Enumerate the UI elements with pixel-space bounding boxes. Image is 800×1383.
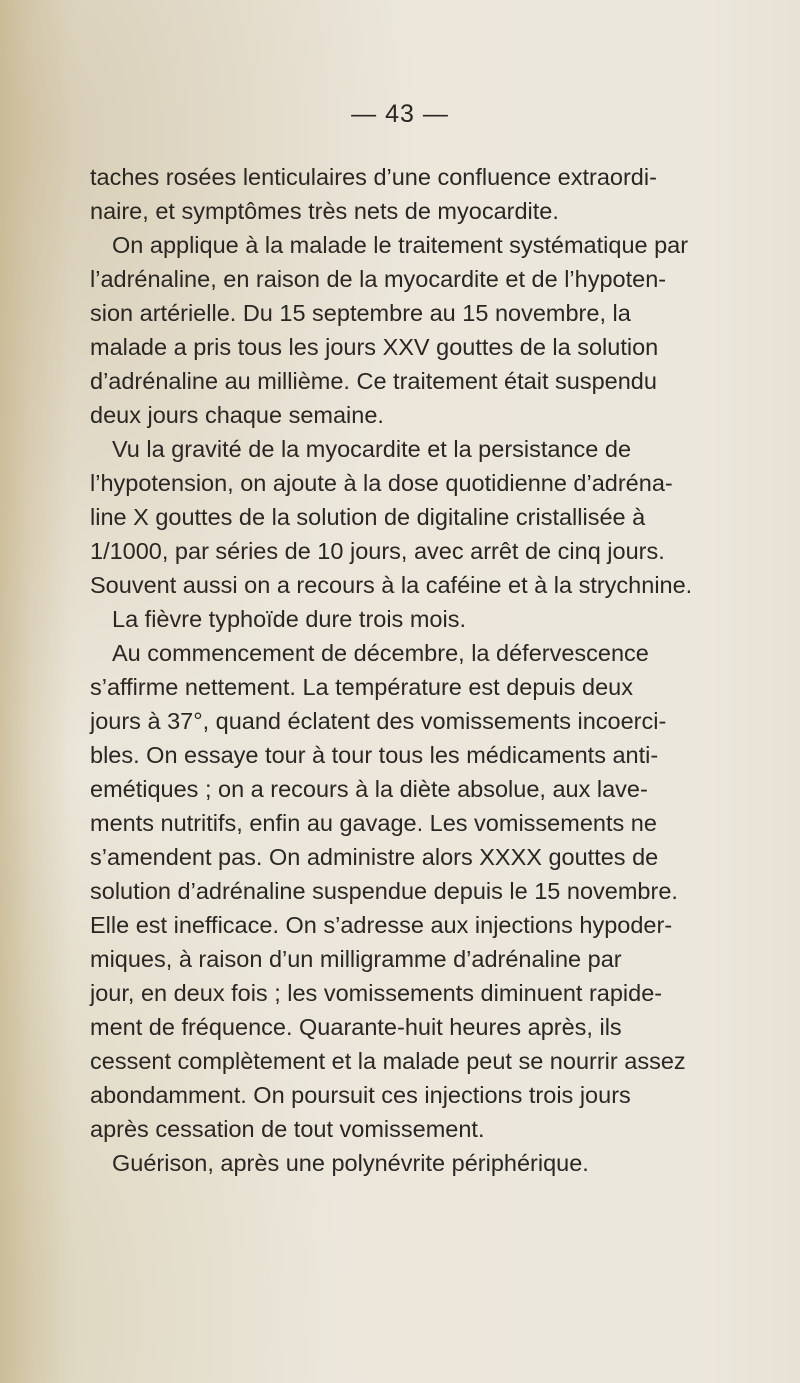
text-line: miques, à raison d’un milligramme d’adrénaline par (90, 946, 622, 972)
text-line: après cessation de tout vomissement. (90, 1116, 485, 1142)
text-line: s’affirme nettement. La température est depuis deux (90, 674, 633, 700)
text-line: line X gouttes de la solution de digitaline cristallisée à (90, 504, 646, 530)
text-line: ments nutritifs, enfin au gavage. Les vomissements ne (90, 810, 657, 836)
text-line: deux jours chaque semaine. (90, 402, 384, 428)
text-line: l’adrénaline, en raison de la myocardite et de l’hypoten- (90, 266, 667, 292)
text-line: Au commencement de décembre, la défervescence (112, 640, 649, 666)
text-line: Elle est inefficace. On s’adresse aux injections hypoder- (90, 912, 673, 938)
text-line: Guérison, après une polynévrite périphérique. (112, 1150, 589, 1176)
text-line: malade a pris tous les jours XXV gouttes de la solution (90, 334, 659, 360)
text-line: ment de fréquence. Quarante-huit heures après, ils (90, 1014, 622, 1040)
text-line: La fièvre typhoïde dure trois mois. (112, 606, 466, 632)
text-line: l’hypotension, on ajoute à la dose quotidienne d’adréna- (90, 470, 673, 496)
text-line: taches rosées lenticulaires d’une confluence extraordi- (90, 164, 657, 190)
text-line: abondamment. On poursuit ces injections trois jours (90, 1082, 631, 1108)
text-line: Souvent aussi on a recours à la caféine et à la strychnine. (90, 572, 693, 598)
text-line: cessent complètement et la malade peut se nourrir assez (90, 1048, 686, 1074)
text-line: bles. On essaye tour à tour tous les médicaments anti- (90, 742, 659, 768)
text-line: 1/1000, par séries de 10 jours, avec arrêt de cinq jours. (90, 538, 665, 564)
text-line: jours à 37°, quand éclatent des vomissements incoerci- (90, 708, 667, 734)
text-line: Vu la gravité de la myocardite et la persistance de (112, 436, 632, 462)
text-line: jour, en deux fois ; les vomissements diminuent rapide- (90, 980, 663, 1006)
text-line: On applique à la malade le traitement systématique par (112, 232, 689, 258)
text-line: s’amendent pas. On administre alors XXXX gouttes de (90, 844, 659, 870)
text-line: sion artérielle. Du 15 septembre au 15 novembre, la (90, 300, 631, 326)
page-number: — 43 — (351, 100, 449, 128)
text-line: emétiques ; on a recours à la diète absolue, aux lave- (90, 776, 648, 802)
text-line: naire, et symptômes très nets de myocardite. (90, 198, 559, 224)
text-line: d’adrénaline au millième. Ce traitement était suspendu (90, 368, 657, 394)
paper-stain (0, 0, 70, 1383)
text-line: solution d’adrénaline suspendue depuis le 15 novembre. (90, 878, 678, 904)
